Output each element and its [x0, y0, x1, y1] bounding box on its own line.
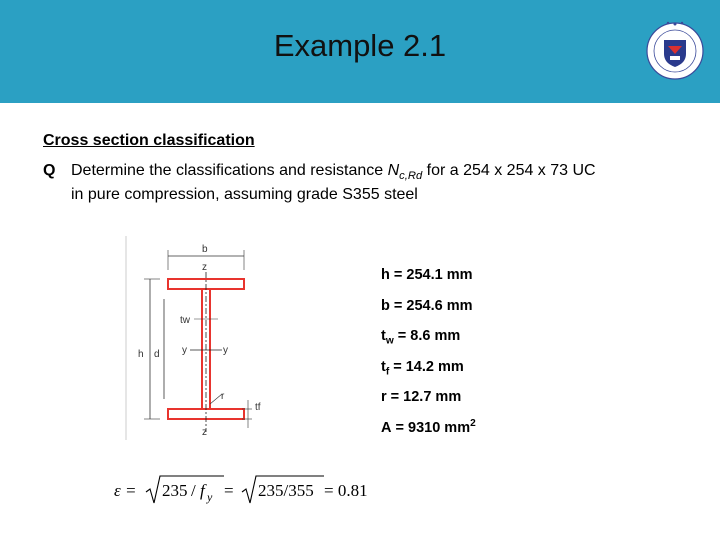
tf-label: tf	[255, 402, 261, 413]
radicand-1-numerator: 235	[162, 481, 188, 500]
z-top-label: z	[202, 262, 207, 273]
radicand-2: 235/355	[258, 481, 314, 500]
tw-label: tw	[180, 315, 190, 326]
page-title: Example 2.1	[273, 28, 447, 63]
svg-text:/: /	[191, 481, 196, 500]
property-tw: $t_w = 8.6$ mm	[381, 327, 461, 347]
y-right-label: y	[223, 345, 228, 356]
university-crest-icon	[640, 16, 710, 86]
radicand-1-subscript: y	[207, 490, 213, 504]
symbol-n: N	[387, 162, 400, 179]
b-label: b	[202, 244, 208, 255]
header-bar	[0, 0, 720, 103]
section-properties	[381, 261, 476, 444]
z-bottom-label: z	[202, 427, 207, 438]
equals-sign: =	[224, 481, 234, 500]
r-label: r	[221, 391, 225, 402]
epsilon-equation	[112, 470, 392, 510]
h-label: h	[138, 349, 144, 360]
i-beam-diagram	[124, 234, 284, 444]
property-tf: $t_f = 14.2$ mm	[381, 358, 464, 378]
question-text-line2: in pure compression, assuming grade S355 steel	[71, 186, 418, 203]
property-a: A = 9310 $mm^2$	[381, 417, 476, 436]
question-marker: Q	[43, 162, 56, 179]
question-text-line1: Determine the classifications and resistance $N_{c,Rd}$ for a 254 x 254 x 73 UC	[71, 162, 596, 183]
property-r: r = 12.7 mm	[381, 388, 462, 405]
d-label: d	[154, 349, 160, 360]
radicand-1-denominator: f	[200, 481, 205, 500]
epsilon-symbol: ε =	[114, 481, 137, 500]
property-h: h = 254.1 mm	[381, 266, 473, 283]
property-b: b = 254.6 mm	[381, 297, 473, 314]
section-title: Cross section classification	[43, 132, 255, 149]
y-left-label: y	[182, 345, 187, 356]
equation-result: = 0.81	[324, 481, 368, 500]
